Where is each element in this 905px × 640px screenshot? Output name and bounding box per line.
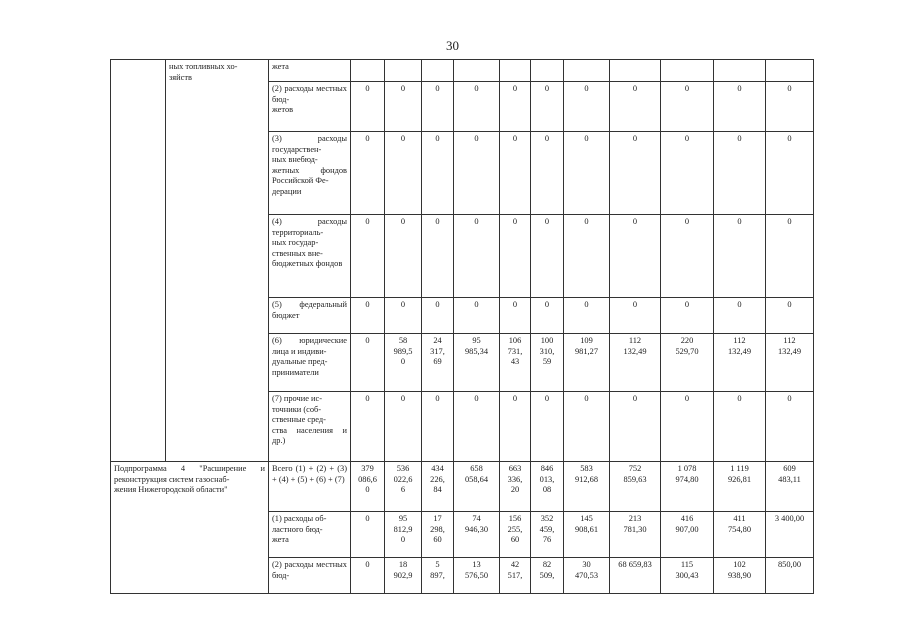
value-cell: 0 (564, 215, 610, 298)
value-cell: 583 912,68 (564, 462, 610, 512)
value-cell: 0 (531, 392, 564, 462)
value-cell: 0 (610, 298, 661, 334)
value-cell: 0 (564, 82, 610, 132)
value-cell: 0 (351, 215, 385, 298)
value-cell: 0 (610, 132, 661, 215)
value-cell: 0 (385, 215, 422, 298)
value-cell: 100 310, 59 (531, 334, 564, 392)
value-cell: 1 078 974,80 (661, 462, 714, 512)
table-row (111, 462, 814, 512)
value-cell: 0 (500, 132, 531, 215)
value-cell: 416 907,00 (661, 512, 714, 558)
value-cell: 82 509, (531, 558, 564, 594)
value-cell: 145 908,61 (564, 512, 610, 558)
value-cell (422, 60, 454, 82)
funding-source-cell: (2) расходы местных бюд- жетов (269, 82, 351, 132)
value-cell: 95 985,34 (454, 334, 500, 392)
value-cell: 536 022,6 6 (385, 462, 422, 512)
value-cell: 379 086,6 0 (351, 462, 385, 512)
value-cell: 0 (531, 298, 564, 334)
value-cell: 0 (422, 82, 454, 132)
value-cell: 0 (454, 215, 500, 298)
value-cell: 0 (714, 298, 766, 334)
value-cell (564, 60, 610, 82)
measure-name-cell: ных топливных хо- зяйств (166, 60, 269, 462)
value-cell (661, 60, 714, 82)
value-cell: 0 (714, 215, 766, 298)
value-cell: 0 (531, 215, 564, 298)
value-cell: 0 (531, 132, 564, 215)
value-cell: 0 (661, 215, 714, 298)
value-cell: 0 (610, 82, 661, 132)
value-cell (500, 60, 531, 82)
value-cell: 0 (500, 298, 531, 334)
value-cell: 42 517, (500, 558, 531, 594)
value-cell: 0 (531, 82, 564, 132)
value-cell: 30 470,53 (564, 558, 610, 594)
subprogram-name-cell: Подпрограмма 4 "Расширение и реконструкция систем газоснаб- жения Нижегородской области" (111, 462, 269, 594)
value-cell (714, 60, 766, 82)
funding-source-cell: (1) расходы об- ластного бюд- жета (269, 512, 351, 558)
value-cell: 0 (661, 298, 714, 334)
value-cell: 0 (422, 298, 454, 334)
funding-source-cell: (7) прочие ис- точники (соб- ственные сред- ства населения и др.) (269, 392, 351, 462)
value-cell: 0 (351, 298, 385, 334)
value-cell: 0 (385, 298, 422, 334)
value-cell: 846 013, 08 (531, 462, 564, 512)
funding-source-cell: (4) расходы территориаль- ных государ- ственных вне- бюджетных фондов (269, 215, 351, 298)
value-cell: 0 (454, 298, 500, 334)
value-cell: 0 (422, 215, 454, 298)
value-cell: 0 (351, 82, 385, 132)
value-cell: 752 859,63 (610, 462, 661, 512)
value-cell: 0 (385, 82, 422, 132)
value-cell: 102 938,90 (714, 558, 766, 594)
table-row (111, 60, 814, 82)
value-cell: 0 (661, 132, 714, 215)
funding-source-cell: (3) расходы государствен- ных внебюд- жетных фондов Российской Фе- дерации (269, 132, 351, 215)
value-cell: 220 529,70 (661, 334, 714, 392)
value-cell: 0 (500, 82, 531, 132)
value-cell (454, 60, 500, 82)
value-cell: 0 (422, 392, 454, 462)
value-cell: 0 (500, 215, 531, 298)
value-cell: 411 754,80 (714, 512, 766, 558)
funding-source-cell: Всего (1) + (2) + (3) + (4) + (5) + (6) + (7) (269, 462, 351, 512)
value-cell: 106 731, 43 (500, 334, 531, 392)
value-cell: 0 (714, 82, 766, 132)
funding-source-cell: (5) федеральный бюджет (269, 298, 351, 334)
value-cell: 213 781,30 (610, 512, 661, 558)
value-cell: 0 (385, 132, 422, 215)
value-cell: 112 132,49 (766, 334, 814, 392)
value-cell: 658 058,64 (454, 462, 500, 512)
value-cell: 0 (500, 392, 531, 462)
value-cell: 0 (610, 215, 661, 298)
value-cell (766, 60, 814, 82)
page-number: 30 (446, 38, 459, 53)
value-cell: 58 989,5 0 (385, 334, 422, 392)
value-cell: 0 (564, 392, 610, 462)
value-cell: 0 (422, 132, 454, 215)
value-cell: 0 (714, 392, 766, 462)
value-cell: 156 255, 60 (500, 512, 531, 558)
value-cell: 0 (714, 132, 766, 215)
value-cell: 112 132,49 (610, 334, 661, 392)
value-cell (351, 60, 385, 82)
value-cell: 3 400,00 (766, 512, 814, 558)
value-cell: 0 (661, 82, 714, 132)
blank-cell (111, 60, 166, 462)
value-cell: 0 (351, 512, 385, 558)
value-cell: 0 (766, 132, 814, 215)
budget-table (110, 59, 814, 594)
funding-source-cell: (6) юридические лица и индиви- дуальные пред- приниматели (269, 334, 351, 392)
value-cell (610, 60, 661, 82)
value-cell: 112 132,49 (714, 334, 766, 392)
value-cell: 24 317, 69 (422, 334, 454, 392)
value-cell: 0 (454, 132, 500, 215)
value-cell: 0 (351, 558, 385, 594)
value-cell: 0 (351, 392, 385, 462)
value-cell: 0 (454, 392, 500, 462)
value-cell (385, 60, 422, 82)
value-cell: 5 897, (422, 558, 454, 594)
value-cell: 0 (385, 392, 422, 462)
value-cell: 115 300,43 (661, 558, 714, 594)
value-cell: 0 (766, 392, 814, 462)
value-cell: 0 (564, 132, 610, 215)
value-cell: 0 (766, 82, 814, 132)
value-cell: 109 981,27 (564, 334, 610, 392)
value-cell: 0 (564, 298, 610, 334)
value-cell: 18 902,9 (385, 558, 422, 594)
value-cell: 850,00 (766, 558, 814, 594)
value-cell: 95 812,9 0 (385, 512, 422, 558)
value-cell: 0 (661, 392, 714, 462)
value-cell: 352 459, 76 (531, 512, 564, 558)
value-cell: 0 (766, 215, 814, 298)
value-cell: 0 (610, 392, 661, 462)
value-cell: 17 298, 60 (422, 512, 454, 558)
value-cell: 0 (766, 298, 814, 334)
value-cell: 434 226, 84 (422, 462, 454, 512)
value-cell: 13 576,50 (454, 558, 500, 594)
funding-source-cell: (2) расходы местных бюд- (269, 558, 351, 594)
value-cell: 74 946,30 (454, 512, 500, 558)
funding-source-cell: жета (269, 60, 351, 82)
value-cell: 663 336, 20 (500, 462, 531, 512)
value-cell: 609 483,11 (766, 462, 814, 512)
value-cell: 0 (351, 334, 385, 392)
value-cell: 0 (351, 132, 385, 215)
value-cell: 68 659,83 (610, 558, 661, 594)
value-cell: 0 (454, 82, 500, 132)
value-cell (531, 60, 564, 82)
value-cell: 1 119 926,81 (714, 462, 766, 512)
